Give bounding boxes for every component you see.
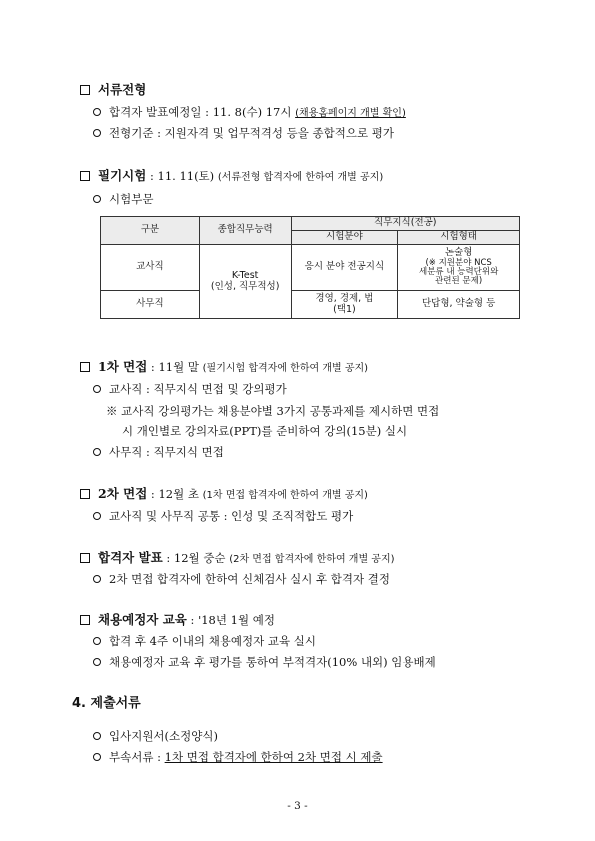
page-number: - 3 - [287,800,308,812]
checkbox-square-icon [80,615,90,625]
list-item: 입사지원서(소정양식) [93,731,218,743]
list-item: 교사직 : 직무지식 면접 및 강의평가 [93,384,287,396]
section-document-screening [80,84,146,97]
cell-category: 사무직 [101,291,200,319]
list-item: 사무직 : 직무지식 면접 [93,447,224,459]
circle-bullet-icon [93,637,101,645]
section-title: 합격자 발표 [98,550,163,565]
note-line: ※ 교사직 강의평가는 채용분야별 3가지 공통과제를 제시하면 면접 [106,404,440,418]
cell-field: 경영, 경제, 법 (택1) [291,291,398,319]
circle-bullet-icon [93,732,101,740]
cell-general: K-Test (인성, 직무적성) [199,245,291,319]
circle-bullet-icon [93,658,101,666]
circle-bullet-icon [93,512,101,520]
circle-bullet-icon [93,108,101,116]
section-title: 서류전형 [98,82,147,97]
header-type: 시험형태 [398,231,520,245]
list-item: 교사직 및 사무직 공통 : 인성 및 조직적합도 평가 [93,511,353,523]
cell-category: 교사직 [101,245,200,291]
cell-field: 응시 분야 전공지식 [291,245,398,291]
table-row [101,245,520,291]
list-item: 전형기준 : 지원자격 및 업무적격성 등을 종합적으로 평가 [93,128,394,140]
header-knowledge: 직무지식(전공) [291,217,519,231]
section-pre-employment-training: 채용예정자 교육 : '18년 1월 예정 [80,614,275,627]
list-item: 채용예정자 교육 후 평가를 통하여 부적격자(10% 내외) 임용배제 [93,657,436,669]
header-field: 시험분야 [291,231,398,245]
section-title: 1차 면접 [98,359,148,374]
section-final-announcement: 합격자 발표 : 12월 중순 (2차 면접 합격자에 한하여 개별 공지) [80,552,395,565]
header-category: 구분 [101,217,200,245]
checkbox-square-icon [80,85,90,95]
section-first-interview: 1차 면접 : 11월 말 (필기시험 합격자에 한하여 개별 공지) [80,361,368,374]
section-title: 2차 면접 [98,486,148,501]
exam-table [100,216,520,319]
checkbox-square-icon [80,362,90,372]
section-title: 필기시험 [98,168,147,183]
circle-bullet-icon [93,448,101,456]
circle-bullet-icon [93,575,101,583]
checkbox-square-icon [80,489,90,499]
section-title: 채용예정자 교육 [98,612,187,627]
circle-bullet-icon [93,753,101,761]
list-item: 시험부문 [93,194,153,206]
section-written-exam: 필기시험 : 11. 11(토) (서류전형 합격자에 한하여 개별 공지) [80,170,383,183]
checkbox-square-icon [80,171,90,181]
checkbox-square-icon [80,553,90,563]
circle-bullet-icon [93,195,101,203]
announcement-note: (채용홈페이지 개별 확인) [295,108,406,119]
section-second-interview: 2차 면접 : 12월 초 (1차 면접 합격자에 한하여 개별 공지) [80,488,368,501]
list-item: 부속서류 : 1차 면접 합격자에 한하여 2차 면접 시 제출 [93,752,383,764]
list-item: 2차 면접 합격자에 한하여 신체검사 실시 후 합격자 결정 [93,574,390,586]
cell-type: 단답형, 약술형 등 [398,291,520,319]
section-required-documents: 4. 제출서류 [72,696,141,711]
header-general: 종합직무능력 [199,217,291,245]
circle-bullet-icon [93,385,101,393]
table-row [101,291,520,319]
cell-type: 논술형 (※ 지원분야 NCS 세분류 내 능력단위와 관련된 문제) [398,245,520,291]
list-item: 합격 후 4주 이내의 채용예정자 교육 실시 [93,636,316,648]
list-item: 합격자 발표예정일 : 11. 8(수) 17시 (채용홈페이지 개별 확인) [93,107,406,119]
underlined-text: 1차 면접 합격자에 한하여 2차 면접 시 제출 [164,750,383,764]
circle-bullet-icon [93,129,101,137]
note-line: 시 개인별로 강의자료(PPT)를 준비하여 강의(15분) 실시 [122,424,408,438]
